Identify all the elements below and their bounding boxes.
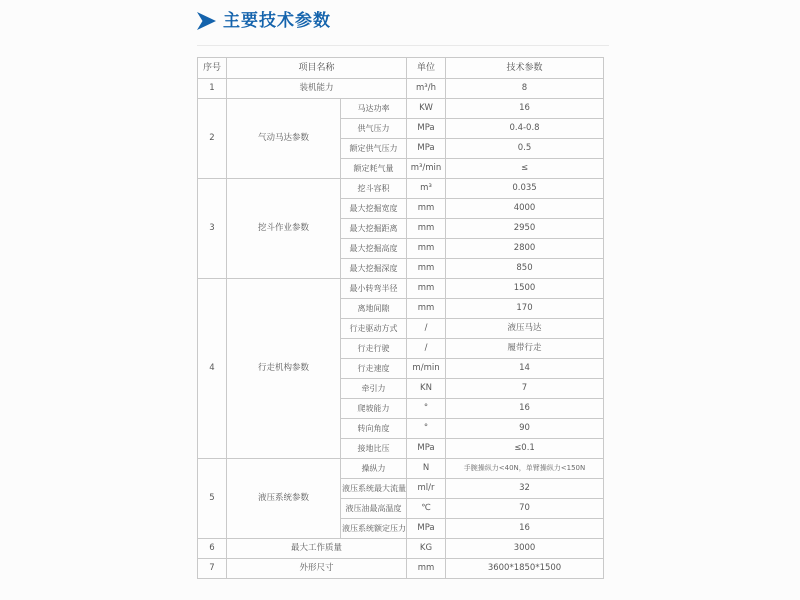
row-number-cell: 7: [198, 559, 227, 579]
spec-table: [197, 57, 604, 579]
item-name-cell: 牵引力: [341, 379, 407, 399]
value-cell: ≤0.1: [446, 439, 604, 459]
table-row: [198, 559, 604, 579]
value-cell: 2950: [446, 219, 604, 239]
header-unit: 单位: [407, 58, 446, 79]
unit-cell: °: [407, 399, 446, 419]
value-cell: 液压马达: [446, 319, 604, 339]
unit-cell: N: [407, 459, 446, 479]
unit-cell: mm: [407, 279, 446, 299]
item-name-cell: 爬坡能力: [341, 399, 407, 419]
unit-cell: MPa: [407, 119, 446, 139]
arrow-icon: [197, 12, 216, 30]
table-row: [198, 279, 604, 299]
value-cell: 3000: [446, 539, 604, 559]
header-no: 序号: [198, 58, 227, 79]
unit-cell: m³/h: [407, 79, 446, 99]
value-cell: 0.5: [446, 139, 604, 159]
header-item-name: 项目名称: [227, 58, 407, 79]
item-name-cell: 行走驱动方式: [341, 319, 407, 339]
value-cell: 1500: [446, 279, 604, 299]
unit-cell: m/min: [407, 359, 446, 379]
row-number-cell: 4: [198, 279, 227, 459]
title-divider: [197, 45, 609, 46]
value-cell: 90: [446, 419, 604, 439]
value-cell: 16: [446, 399, 604, 419]
item-name-cell: 额定耗气量: [341, 159, 407, 179]
unit-cell: °: [407, 419, 446, 439]
value-cell: 7: [446, 379, 604, 399]
unit-cell: m³/min: [407, 159, 446, 179]
row-number-cell: 5: [198, 459, 227, 539]
table-header-row: [198, 58, 604, 79]
table-row: [198, 79, 604, 99]
value-cell: 手腕操纵力<40N，单臂操纵力<150N: [446, 459, 604, 479]
unit-cell: MPa: [407, 139, 446, 159]
unit-cell: ℃: [407, 499, 446, 519]
unit-cell: mm: [407, 259, 446, 279]
unit-cell: mm: [407, 299, 446, 319]
unit-cell: mm: [407, 559, 446, 579]
spec-table-body: [198, 79, 604, 579]
table-row: [198, 179, 604, 199]
unit-cell: mm: [407, 199, 446, 219]
unit-cell: KG: [407, 539, 446, 559]
unit-cell: /: [407, 319, 446, 339]
category-cell: 挖斗作业参数: [227, 179, 341, 279]
item-name-cell: 液压油最高温度: [341, 499, 407, 519]
value-cell: 2800: [446, 239, 604, 259]
value-cell: 14: [446, 359, 604, 379]
value-cell: 履带行走: [446, 339, 604, 359]
unit-cell: MPa: [407, 439, 446, 459]
value-cell: 16: [446, 99, 604, 119]
item-name-cell: 最大挖掘距离: [341, 219, 407, 239]
row-number-cell: 6: [198, 539, 227, 559]
item-name-cell: 马达功率: [341, 99, 407, 119]
item-name-cell: 最大挖掘宽度: [341, 199, 407, 219]
value-cell: 8: [446, 79, 604, 99]
value-cell: 0.035: [446, 179, 604, 199]
item-name-cell: 行走行驶: [341, 339, 407, 359]
main-content: [197, 10, 609, 579]
item-name-cell: 最大挖掘高度: [341, 239, 407, 259]
value-cell: 4000: [446, 199, 604, 219]
item-name-cell: 液压系统最大流量: [341, 479, 407, 499]
item-name-cell: 额定供气压力: [341, 139, 407, 159]
item-name-cell: 最小转弯半径: [341, 279, 407, 299]
table-row: [198, 539, 604, 559]
value-cell: 70: [446, 499, 604, 519]
value-cell: 16: [446, 519, 604, 539]
category-cell: 最大工作质量: [227, 539, 407, 559]
table-row: [198, 99, 604, 119]
item-name-cell: 转向角度: [341, 419, 407, 439]
item-name-cell: 液压系统额定压力: [341, 519, 407, 539]
unit-cell: m³: [407, 179, 446, 199]
header-value: 技术参数: [446, 58, 604, 79]
table-row: [198, 459, 604, 479]
row-number-cell: 1: [198, 79, 227, 99]
value-cell: ≤: [446, 159, 604, 179]
item-name-cell: 离地间隙: [341, 299, 407, 319]
unit-cell: KW: [407, 99, 446, 119]
item-name-cell: 挖斗容积: [341, 179, 407, 199]
value-cell: 3600*1850*1500: [446, 559, 604, 579]
item-name-cell: 接地比压: [341, 439, 407, 459]
section-header: [197, 10, 609, 32]
category-cell: 外形尺寸: [227, 559, 407, 579]
page-title: 主要技术参数: [223, 10, 331, 31]
unit-cell: mm: [407, 219, 446, 239]
row-number-cell: 2: [198, 99, 227, 179]
item-name-cell: 操纵力: [341, 459, 407, 479]
category-cell: 液压系统参数: [227, 459, 341, 539]
unit-cell: ml/r: [407, 479, 446, 499]
category-cell: 装机能力: [227, 79, 407, 99]
value-cell: 170: [446, 299, 604, 319]
value-cell: 850: [446, 259, 604, 279]
row-number-cell: 3: [198, 179, 227, 279]
unit-cell: /: [407, 339, 446, 359]
item-name-cell: 供气压力: [341, 119, 407, 139]
value-cell: 0.4-0.8: [446, 119, 604, 139]
value-cell: 32: [446, 479, 604, 499]
item-name-cell: 最大挖掘深度: [341, 259, 407, 279]
unit-cell: KN: [407, 379, 446, 399]
category-cell: 行走机构参数: [227, 279, 341, 459]
unit-cell: mm: [407, 239, 446, 259]
unit-cell: MPa: [407, 519, 446, 539]
item-name-cell: 行走速度: [341, 359, 407, 379]
category-cell: 气动马达参数: [227, 99, 341, 179]
